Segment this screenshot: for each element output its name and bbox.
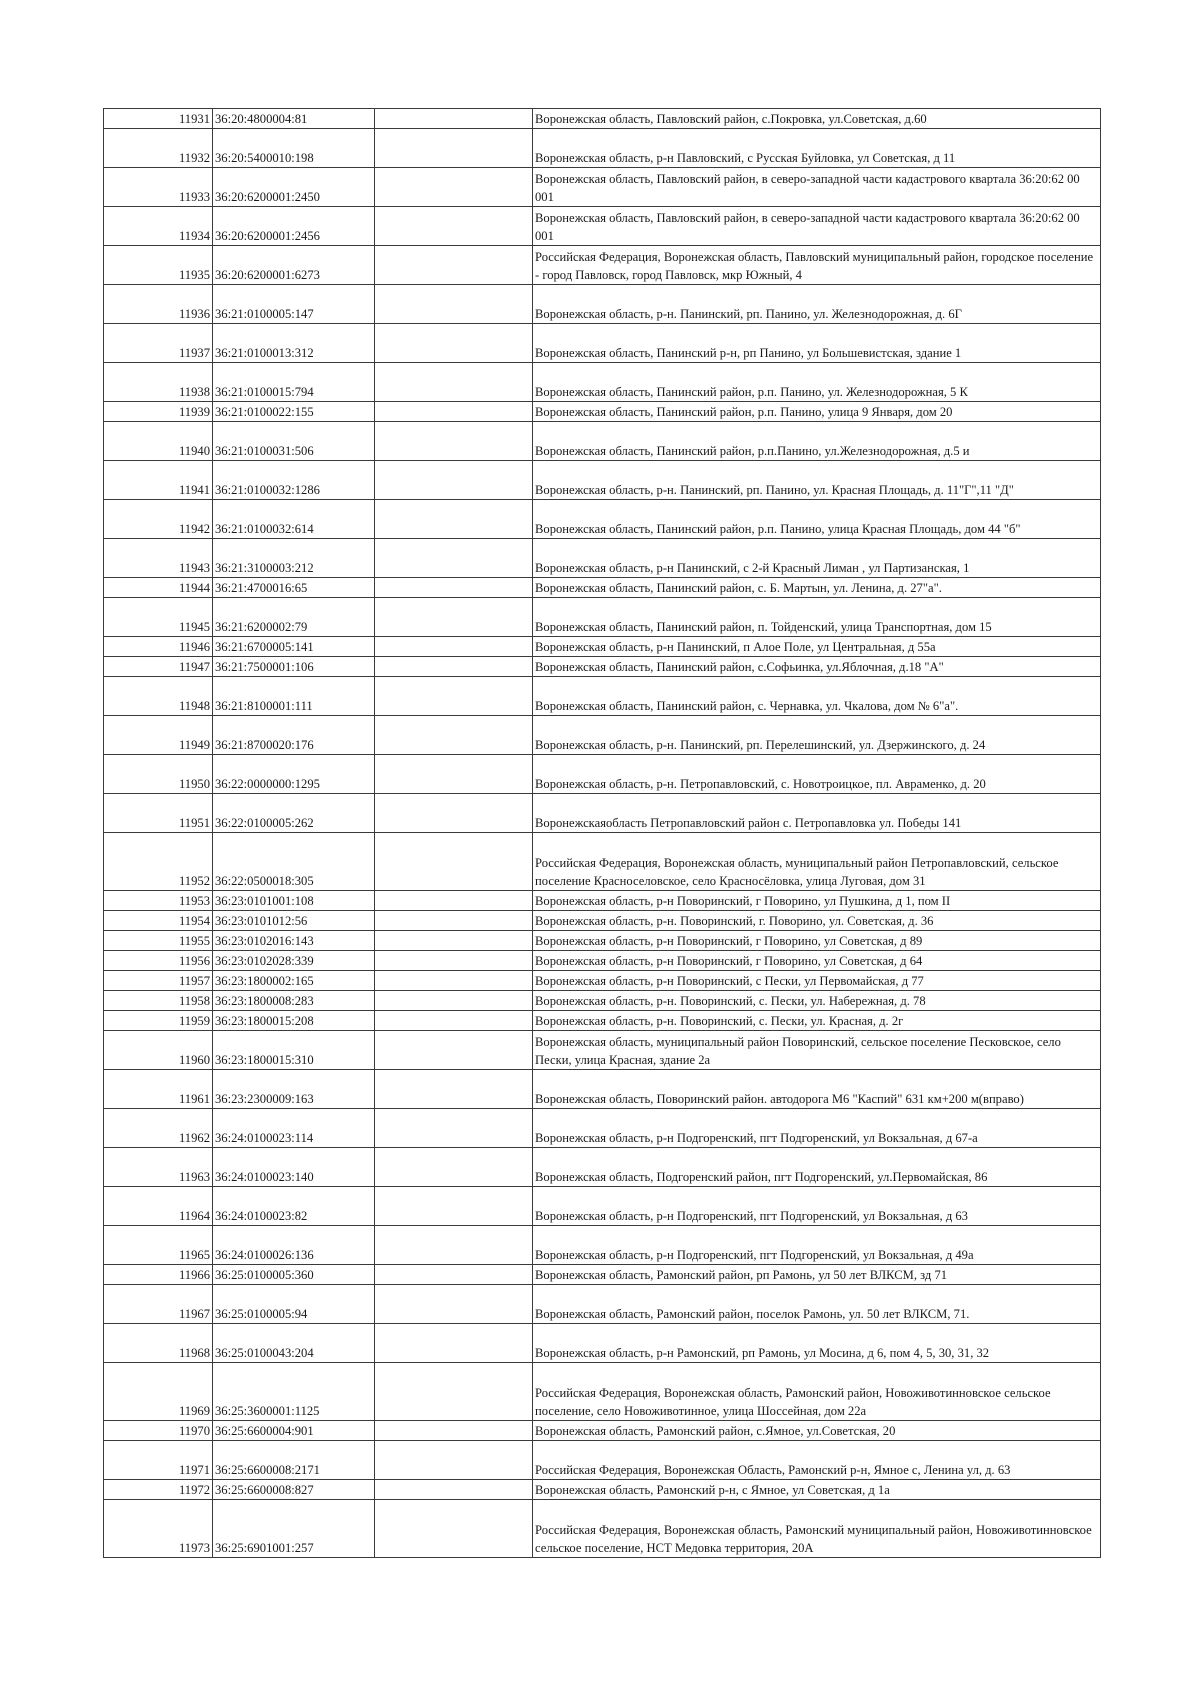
empty-cell (375, 422, 533, 461)
empty-cell (375, 716, 533, 755)
empty-cell (375, 1363, 533, 1421)
cadastral-number-cell: 36:23:1800008:283 (213, 991, 375, 1011)
table-row (104, 246, 1101, 285)
table-row (104, 129, 1101, 168)
address-cell: Воронежская область, р-н Павловский, с Русская Буйловка, ул Советская, д 11 (533, 129, 1101, 168)
cadastral-number-cell: 36:25:3600001:1125 (213, 1363, 375, 1421)
cadastral-number-cell: 36:25:6600008:2171 (213, 1441, 375, 1480)
address-cell: Воронежская область, Панинский район, с. Чернавка, ул. Чкалова, дом № 6"а". (533, 677, 1101, 716)
row-number-cell: 11933 (104, 168, 213, 207)
cadastral-number-cell: 36:21:0100032:614 (213, 500, 375, 539)
row-number-cell: 11946 (104, 637, 213, 657)
empty-cell (375, 1148, 533, 1187)
address-cell: Воронежская область, р-н Поворинский, г Поворино, ул Пушкина, д 1, пом II (533, 891, 1101, 911)
row-number-cell: 11934 (104, 207, 213, 246)
row-number-cell: 11964 (104, 1187, 213, 1226)
address-cell: Воронежская область, р-н Подгоренский, пгт Подгоренский, ул Вокзальная, д 49а (533, 1226, 1101, 1265)
table-row (104, 461, 1101, 500)
cadastral-number-cell: 36:21:8100001:111 (213, 677, 375, 716)
row-number-cell: 11967 (104, 1285, 213, 1324)
address-cell: Воронежская область, Панинский р-н, рп Панино, ул Большевистская, здание 1 (533, 324, 1101, 363)
empty-cell (375, 1070, 533, 1109)
row-number-cell: 11950 (104, 755, 213, 794)
table-row (104, 991, 1101, 1011)
table-row (104, 207, 1101, 246)
empty-cell (375, 168, 533, 207)
row-number-cell: 11965 (104, 1226, 213, 1265)
address-cell: Воронежская область, р-н. Панинский, рп. Панино, ул. Железнодорожная, д. 6Г (533, 285, 1101, 324)
table-row (104, 1148, 1101, 1187)
empty-cell (375, 794, 533, 833)
empty-cell (375, 931, 533, 951)
table-row (104, 1500, 1101, 1558)
table-row (104, 109, 1101, 129)
address-cell: Воронежская область, муниципальный район Поворинский, сельское поселение Песковское, село Пески, улица Красная, здание 2а (533, 1031, 1101, 1070)
address-cell: Воронежская область, р-н Панинский, п Алое Поле, ул Центральная, д 55а (533, 637, 1101, 657)
address-cell: Воронежская область, Рамонский район, рп Рамонь, ул 50 лет ВЛКСМ, зд 71 (533, 1265, 1101, 1285)
cadastral-number-cell: 36:20:6200001:2456 (213, 207, 375, 246)
table-row (104, 1441, 1101, 1480)
row-number-cell: 11943 (104, 539, 213, 578)
address-cell: Воронежская область, р-н. Панинский, рп. Панино, ул. Красная Площадь, д. 11"Г",11 "Д" (533, 461, 1101, 500)
address-cell: Российская Федерация, Воронежская область, Рамонский муниципальный район, Новоживотинновское сельское поселение, НСТ Медовка территория, 20А (533, 1500, 1101, 1558)
address-cell: Воронежская область, р-н. Петропавловский, с. Новотроицкое, пл. Авраменко, д. 20 (533, 755, 1101, 794)
table-row (104, 500, 1101, 539)
empty-cell (375, 991, 533, 1011)
empty-cell (375, 1480, 533, 1500)
row-number-cell: 11961 (104, 1070, 213, 1109)
address-cell: Воронежская область, Поворинский район. автодорога М6 "Каспий" 631 км+200 м(вправо) (533, 1070, 1101, 1109)
cadastral-number-cell: 36:21:3100003:212 (213, 539, 375, 578)
table-row (104, 1226, 1101, 1265)
cadastral-number-cell: 36:23:0101012:56 (213, 911, 375, 931)
table-row (104, 1187, 1101, 1226)
table-row (104, 539, 1101, 578)
empty-cell (375, 1187, 533, 1226)
empty-cell (375, 755, 533, 794)
cadastral-number-cell: 36:20:6200001:6273 (213, 246, 375, 285)
cadastral-number-cell: 36:21:0100015:794 (213, 363, 375, 402)
address-cell: Воронежская область, Панинский район, с.Софьинка, ул.Яблочная, д.18 "А" (533, 657, 1101, 677)
empty-cell (375, 833, 533, 891)
address-cell: Российская Федерация, Воронежская область, муниципальный район Петропавловский, сельское поселение Красноселовское, село Красносёловка, улица Луговая, дом 31 (533, 833, 1101, 891)
row-number-cell: 11931 (104, 109, 213, 129)
row-number-cell: 11959 (104, 1011, 213, 1031)
cadastral-number-cell: 36:20:4800004:81 (213, 109, 375, 129)
empty-cell (375, 891, 533, 911)
table-row (104, 285, 1101, 324)
table-row (104, 402, 1101, 422)
row-number-cell: 11955 (104, 931, 213, 951)
cadastral-number-cell: 36:21:0100022:155 (213, 402, 375, 422)
row-number-cell: 11939 (104, 402, 213, 422)
row-number-cell: 11958 (104, 991, 213, 1011)
address-cell: Воронежская область, р-н Панинский, с 2-й Красный Лиман , ул Партизанская, 1 (533, 539, 1101, 578)
address-cell: Воронежская область, Панинский район, п. Тойденский, улица Транспортная, дом 15 (533, 598, 1101, 637)
table-row (104, 168, 1101, 207)
row-number-cell: 11947 (104, 657, 213, 677)
empty-cell (375, 285, 533, 324)
cadastral-number-cell: 36:21:4700016:65 (213, 578, 375, 598)
table-row (104, 951, 1101, 971)
empty-cell (375, 598, 533, 637)
empty-cell (375, 363, 533, 402)
cadastral-number-cell: 36:25:0100005:94 (213, 1285, 375, 1324)
row-number-cell: 11935 (104, 246, 213, 285)
cadastral-number-cell: 36:25:6901001:257 (213, 1500, 375, 1558)
empty-cell (375, 1109, 533, 1148)
row-number-cell: 11969 (104, 1363, 213, 1421)
cadastral-number-cell: 36:21:6700005:141 (213, 637, 375, 657)
cadastral-number-cell: 36:25:0100043:204 (213, 1324, 375, 1363)
empty-cell (375, 1265, 533, 1285)
cadastral-number-cell: 36:21:7500001:106 (213, 657, 375, 677)
empty-cell (375, 1285, 533, 1324)
empty-cell (375, 677, 533, 716)
cadastral-number-cell: 36:25:0100005:360 (213, 1265, 375, 1285)
table-row (104, 677, 1101, 716)
address-cell: Воронежская область, р-н Подгоренский, пгт Подгоренский, ул Вокзальная, д 63 (533, 1187, 1101, 1226)
table-row (104, 1109, 1101, 1148)
cadastral-number-cell: 36:24:0100023:82 (213, 1187, 375, 1226)
address-cell: Воронежская область, р-н Подгоренский, пгт Подгоренский, ул Вокзальная, д 67-а (533, 1109, 1101, 1148)
row-number-cell: 11954 (104, 911, 213, 931)
table-row (104, 1421, 1101, 1441)
address-cell: Воронежская область, Подгоренский район, пгт Подгоренский, ул.Первомайская, 86 (533, 1148, 1101, 1187)
cadastral-number-cell: 36:21:8700020:176 (213, 716, 375, 755)
address-cell: Воронежская область, р-н Поворинский, с Пески, ул Первомайская, д 77 (533, 971, 1101, 991)
address-cell: Воронежская область, Панинский район, р.п. Панино, улица 9 Января, дом 20 (533, 402, 1101, 422)
empty-cell (375, 637, 533, 657)
address-cell: Воронежская область, Рамонский район, поселок Рамонь, ул. 50 лет ВЛКСМ, 71. (533, 1285, 1101, 1324)
empty-cell (375, 1011, 533, 1031)
table-row (104, 1031, 1101, 1070)
table-row (104, 1480, 1101, 1500)
address-cell: Российская Федерация, Воронежская область, Рамонский район, Новоживотинновское сельское поселение, село Новоживотинное, улица Шоссейная, дом 22а (533, 1363, 1101, 1421)
cadastral-number-cell: 36:21:0100031:506 (213, 422, 375, 461)
table-row (104, 637, 1101, 657)
cadastral-number-cell: 36:25:6600004:901 (213, 1421, 375, 1441)
table-row (104, 716, 1101, 755)
property-registry-table (103, 108, 1101, 1558)
table-row (104, 598, 1101, 637)
cadastral-number-cell: 36:21:0100013:312 (213, 324, 375, 363)
cadastral-number-cell: 36:24:0100023:140 (213, 1148, 375, 1187)
empty-cell (375, 911, 533, 931)
table-row (104, 755, 1101, 794)
row-number-cell: 11938 (104, 363, 213, 402)
table-row (104, 1324, 1101, 1363)
cadastral-number-cell: 36:23:1800015:310 (213, 1031, 375, 1070)
cadastral-number-cell: 36:25:6600008:827 (213, 1480, 375, 1500)
empty-cell (375, 951, 533, 971)
row-number-cell: 11973 (104, 1500, 213, 1558)
table-row (104, 833, 1101, 891)
empty-cell (375, 1441, 533, 1480)
row-number-cell: 11941 (104, 461, 213, 500)
empty-cell (375, 461, 533, 500)
address-cell: Воронежскаяобласть Петропавловский район с. Петропавловка ул. Победы 141 (533, 794, 1101, 833)
row-number-cell: 11970 (104, 1421, 213, 1441)
address-cell: Российская Федерация, Воронежская Область, Рамонский р-н, Ямное с, Ленина ул, д. 63 (533, 1441, 1101, 1480)
table-row (104, 657, 1101, 677)
address-cell: Российская Федерация, Воронежская область, Павловский муниципальный район, городское поселение - город Павловск, город Павловск, мкр Южный, 4 (533, 246, 1101, 285)
address-cell: Воронежская область, Панинский район, с. Б. Мартын, ул. Ленина, д. 27"а". (533, 578, 1101, 598)
address-cell: Воронежская область, р-н. Панинский, рп. Перелешинский, ул. Дзержинского, д. 24 (533, 716, 1101, 755)
empty-cell (375, 402, 533, 422)
cadastral-number-cell: 36:21:6200002:79 (213, 598, 375, 637)
table-body (104, 109, 1101, 1558)
cadastral-number-cell: 36:22:0000000:1295 (213, 755, 375, 794)
empty-cell (375, 500, 533, 539)
table-row (104, 1070, 1101, 1109)
row-number-cell: 11940 (104, 422, 213, 461)
cadastral-number-cell: 36:22:0100005:262 (213, 794, 375, 833)
cadastral-number-cell: 36:24:0100026:136 (213, 1226, 375, 1265)
cadastral-number-cell: 36:20:5400010:198 (213, 129, 375, 168)
address-cell: Воронежская область, Рамонский район, с.Ямное, ул.Советская, 20 (533, 1421, 1101, 1441)
cadastral-number-cell: 36:22:0500018:305 (213, 833, 375, 891)
address-cell: Воронежская область, р-н. Поворинский, с. Пески, ул. Красная, д. 2г (533, 1011, 1101, 1031)
table-row (104, 911, 1101, 931)
cadastral-number-cell: 36:23:0101001:108 (213, 891, 375, 911)
table-row (104, 1011, 1101, 1031)
empty-cell (375, 246, 533, 285)
address-cell: Воронежская область, Рамонский р-н, с Ямное, ул Советская, д 1а (533, 1480, 1101, 1500)
table-row (104, 422, 1101, 461)
address-cell: Воронежская область, Павловский район, с.Покровка, ул.Советская, д.60 (533, 109, 1101, 129)
table-row (104, 891, 1101, 911)
empty-cell (375, 539, 533, 578)
cadastral-number-cell: 36:23:2300009:163 (213, 1070, 375, 1109)
row-number-cell: 11956 (104, 951, 213, 971)
table-row (104, 1265, 1101, 1285)
empty-cell (375, 971, 533, 991)
row-number-cell: 11968 (104, 1324, 213, 1363)
row-number-cell: 11942 (104, 500, 213, 539)
empty-cell (375, 1421, 533, 1441)
address-cell: Воронежская область, Панинский район, р.п. Панино, ул. Железнодорожная, 5 К (533, 363, 1101, 402)
row-number-cell: 11966 (104, 1265, 213, 1285)
table-row (104, 794, 1101, 833)
address-cell: Воронежская область, Павловский район, в северо-западной части кадастрового квартала 36:20:62 00 001 (533, 168, 1101, 207)
row-number-cell: 11937 (104, 324, 213, 363)
row-number-cell: 11962 (104, 1109, 213, 1148)
empty-cell (375, 109, 533, 129)
row-number-cell: 11949 (104, 716, 213, 755)
empty-cell (375, 578, 533, 598)
empty-cell (375, 1324, 533, 1363)
address-cell: Воронежская область, Панинский район, р.п. Панино, улица Красная Площадь, дом 44 "б" (533, 500, 1101, 539)
cadastral-number-cell: 36:23:1800015:208 (213, 1011, 375, 1031)
row-number-cell: 11944 (104, 578, 213, 598)
cadastral-number-cell: 36:23:0102028:339 (213, 951, 375, 971)
address-cell: Воронежская область, р-н Поворинский, г Поворино, ул Советская, д 64 (533, 951, 1101, 971)
cadastral-number-cell: 36:23:0102016:143 (213, 931, 375, 951)
empty-cell (375, 1500, 533, 1558)
address-cell: Воронежская область, р-н. Поворинский, г. Поворино, ул. Советская, д. 36 (533, 911, 1101, 931)
row-number-cell: 11952 (104, 833, 213, 891)
address-cell: Воронежская область, р-н Рамонский, рп Рамонь, ул Мосина, д 6, пом 4, 5, 30, 31, 32 (533, 1324, 1101, 1363)
empty-cell (375, 207, 533, 246)
row-number-cell: 11953 (104, 891, 213, 911)
address-cell: Воронежская область, р-н Поворинский, г Поворино, ул Советская, д 89 (533, 931, 1101, 951)
row-number-cell: 11960 (104, 1031, 213, 1070)
row-number-cell: 11936 (104, 285, 213, 324)
address-cell: Воронежская область, Павловский район, в северо-западной части кадастрового квартала 36:20:62 00 001 (533, 207, 1101, 246)
empty-cell (375, 657, 533, 677)
row-number-cell: 11971 (104, 1441, 213, 1480)
table-row (104, 1285, 1101, 1324)
row-number-cell: 11945 (104, 598, 213, 637)
cadastral-number-cell: 36:21:0100005:147 (213, 285, 375, 324)
table-row (104, 363, 1101, 402)
table-row (104, 1363, 1101, 1421)
row-number-cell: 11932 (104, 129, 213, 168)
table-row (104, 578, 1101, 598)
cadastral-number-cell: 36:20:6200001:2450 (213, 168, 375, 207)
row-number-cell: 11963 (104, 1148, 213, 1187)
cadastral-number-cell: 36:24:0100023:114 (213, 1109, 375, 1148)
empty-cell (375, 1031, 533, 1070)
table-row (104, 971, 1101, 991)
cadastral-number-cell: 36:23:1800002:165 (213, 971, 375, 991)
empty-cell (375, 1226, 533, 1265)
row-number-cell: 11951 (104, 794, 213, 833)
row-number-cell: 11948 (104, 677, 213, 716)
address-cell: Воронежская область, р-н. Поворинский, с. Пески, ул. Набережная, д. 78 (533, 991, 1101, 1011)
row-number-cell: 11957 (104, 971, 213, 991)
cadastral-number-cell: 36:21:0100032:1286 (213, 461, 375, 500)
address-cell: Воронежская область, Панинский район, р.п.Панино, ул.Железнодорожная, д.5 и (533, 422, 1101, 461)
empty-cell (375, 129, 533, 168)
empty-cell (375, 324, 533, 363)
table-row (104, 931, 1101, 951)
row-number-cell: 11972 (104, 1480, 213, 1500)
table-row (104, 324, 1101, 363)
